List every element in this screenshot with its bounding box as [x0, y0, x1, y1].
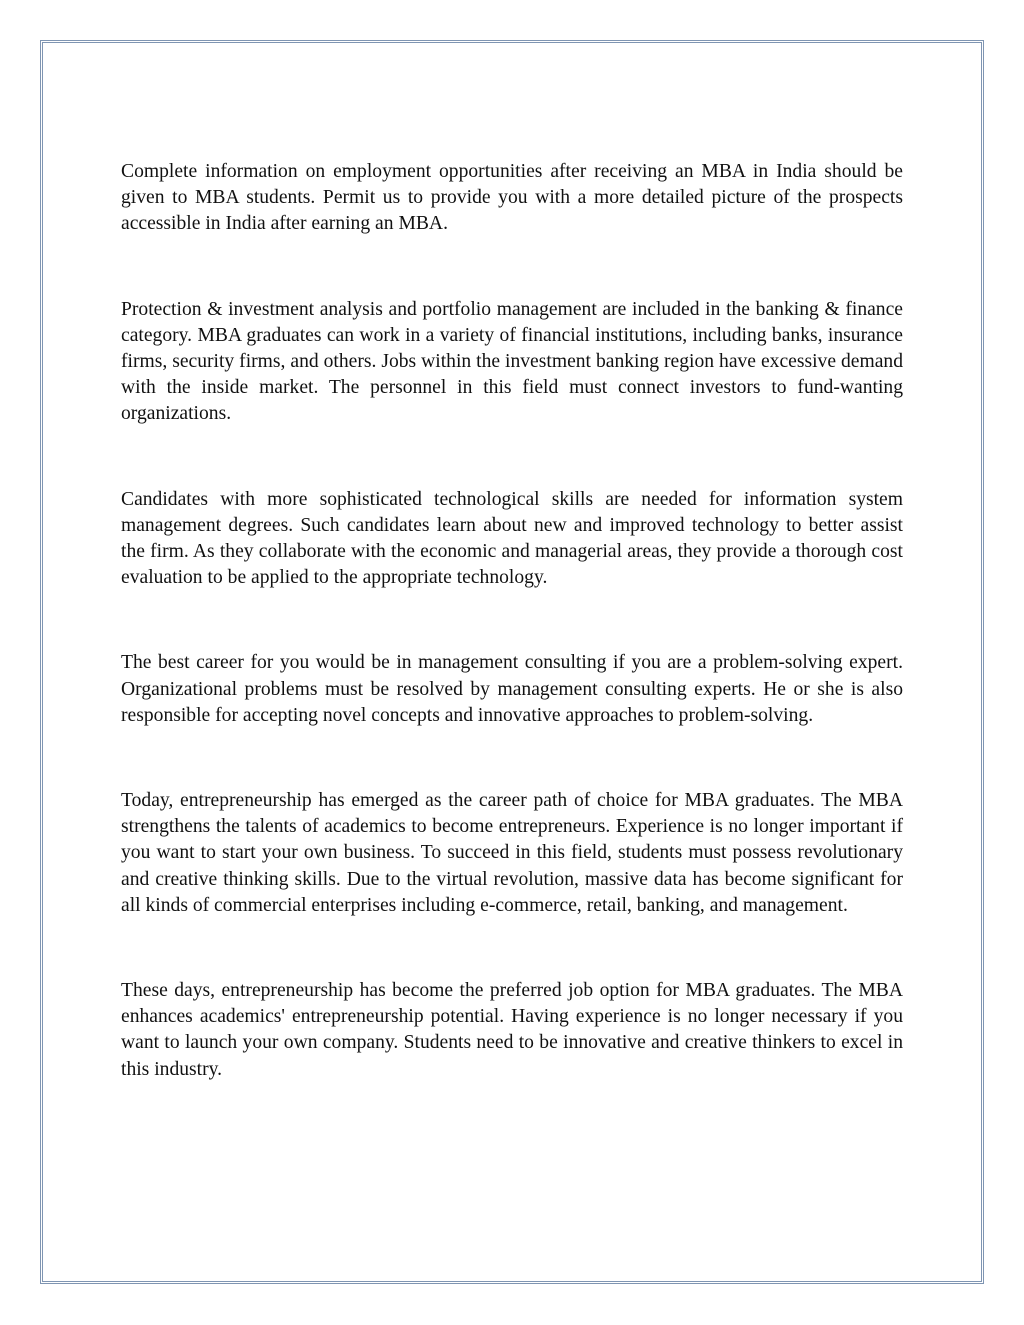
paragraph-management-consulting: The best career for you would be in management consulting if you are a problem-solving expert. Organizational problems must be resolved by management consulting experts. He or she is also responsible for accepting novel concepts and innovative approaches to problem-solving. [121, 652, 903, 726]
paragraph-information-systems: Candidates with more sophisticated technological skills are needed for information system management degrees. Such candidates learn about new and improved technology to better assist the firm. As they collaborate with the economic and managerial areas, they provide a thorough cost evaluation to be applied to the appropriate technology. [121, 488, 903, 589]
paragraph-mba-employment-info: Complete information on employment opportunities after receiving an MBA in India should be given to MBA students. Permit us to provide you with a more detailed picture of the prospects accessible in India after earning an MBA. [121, 161, 903, 235]
document-body [121, 159, 903, 1083]
paragraph-entrepreneurship: Today, entrepreneurship has emerged as the career path of choice for MBA graduates. The MBA strengthens the talents of academics to become entrepreneurs. Experience is no longer important if you want to start your own business. To succeed in this field, students must possess revolutionary and creative thinking skills. Due to the virtual revolution, massive data has become significant for all kinds of commercial enterprises including e-commerce, retail, banking, and management. [121, 790, 903, 916]
paragraph-banking-finance: Protection & investment analysis and portfolio management are included in the banking & finance category. MBA graduates can work in a variety of financial institutions, including banks, insurance firms, security firms, and others. Jobs within the investment banking region have excessive demand with the inside market. The personnel in this field must connect investors to fund-wanting organizations. [121, 298, 903, 425]
paragraph-entrepreneurship-preferred: These days, entrepreneurship has become the preferred job option for MBA graduates. The MBA enhances academics' entrepreneurship potential. Having experience is no longer necessary if you want to launch your own company. Students need to be innovative and creative thinkers to excel in this industry. [121, 980, 903, 1080]
